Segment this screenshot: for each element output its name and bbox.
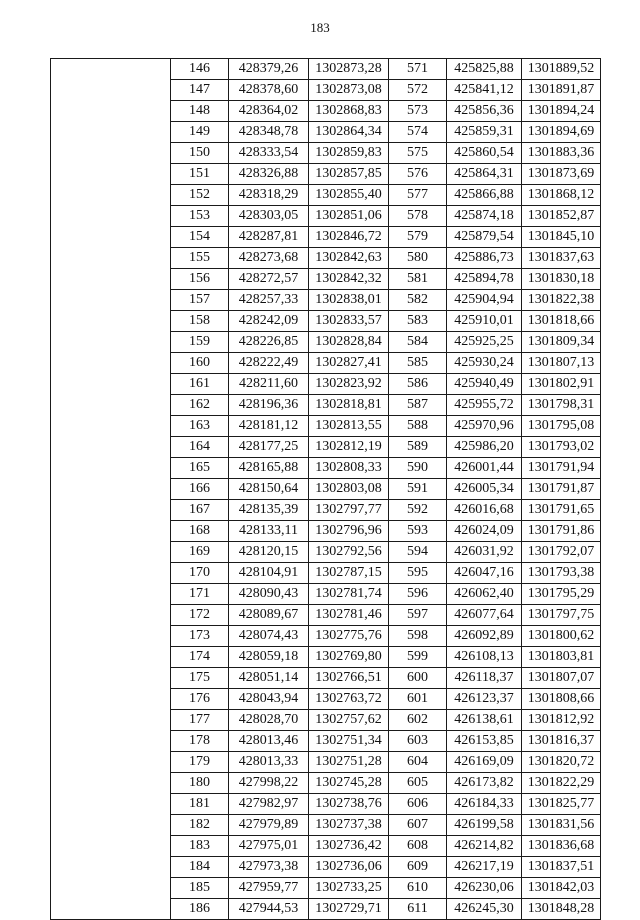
x-coordinate-a-cell: 428242,09 xyxy=(229,311,309,332)
y-coordinate-a-cell: 1302873,08 xyxy=(309,80,389,101)
x-coordinate-b-cell: 426214,82 xyxy=(447,836,522,857)
y-coordinate-a-cell: 1302769,80 xyxy=(309,647,389,668)
y-coordinate-b-cell: 1301837,51 xyxy=(522,857,601,878)
y-coordinate-a-cell: 1302781,46 xyxy=(309,605,389,626)
x-coordinate-a-cell: 428013,46 xyxy=(229,731,309,752)
x-coordinate-b-cell: 426001,44 xyxy=(447,458,522,479)
point-number-a-cell: 168 xyxy=(171,521,229,542)
table-row xyxy=(51,59,601,80)
x-coordinate-b-cell: 426138,61 xyxy=(447,710,522,731)
y-coordinate-a-cell: 1302818,81 xyxy=(309,395,389,416)
point-number-b-cell: 608 xyxy=(389,836,447,857)
y-coordinate-b-cell: 1301894,69 xyxy=(522,122,601,143)
coordinates-table-body xyxy=(51,59,601,920)
point-number-a-cell: 153 xyxy=(171,206,229,227)
x-coordinate-b-cell: 426123,37 xyxy=(447,689,522,710)
point-number-b-cell: 609 xyxy=(389,857,447,878)
x-coordinate-a-cell: 428226,85 xyxy=(229,332,309,353)
y-coordinate-b-cell: 1301812,92 xyxy=(522,710,601,731)
x-coordinate-b-cell: 425910,01 xyxy=(447,311,522,332)
y-coordinate-a-cell: 1302775,76 xyxy=(309,626,389,647)
point-number-b-cell: 607 xyxy=(389,815,447,836)
x-coordinate-a-cell: 428333,54 xyxy=(229,143,309,164)
x-coordinate-b-cell: 426016,68 xyxy=(447,500,522,521)
x-coordinate-b-cell: 425856,36 xyxy=(447,101,522,122)
x-coordinate-b-cell: 426077,64 xyxy=(447,605,522,626)
x-coordinate-a-cell: 428165,88 xyxy=(229,458,309,479)
y-coordinate-a-cell: 1302733,25 xyxy=(309,878,389,899)
point-number-a-cell: 166 xyxy=(171,479,229,500)
y-coordinate-b-cell: 1301822,38 xyxy=(522,290,601,311)
point-number-b-cell: 610 xyxy=(389,878,447,899)
point-number-a-cell: 151 xyxy=(171,164,229,185)
x-coordinate-a-cell: 428089,67 xyxy=(229,605,309,626)
point-number-b-cell: 580 xyxy=(389,248,447,269)
point-number-a-cell: 170 xyxy=(171,563,229,584)
x-coordinate-a-cell: 427975,01 xyxy=(229,836,309,857)
y-coordinate-b-cell: 1301891,87 xyxy=(522,80,601,101)
x-coordinate-b-cell: 425859,31 xyxy=(447,122,522,143)
x-coordinate-a-cell: 428104,91 xyxy=(229,563,309,584)
y-coordinate-b-cell: 1301792,07 xyxy=(522,542,601,563)
point-number-b-cell: 600 xyxy=(389,668,447,689)
point-number-a-cell: 155 xyxy=(171,248,229,269)
x-coordinate-a-cell: 428051,14 xyxy=(229,668,309,689)
point-number-a-cell: 174 xyxy=(171,647,229,668)
x-coordinate-a-cell: 428378,60 xyxy=(229,80,309,101)
point-number-b-cell: 598 xyxy=(389,626,447,647)
x-coordinate-b-cell: 426118,37 xyxy=(447,668,522,689)
point-number-a-cell: 173 xyxy=(171,626,229,647)
point-number-a-cell: 158 xyxy=(171,311,229,332)
x-coordinate-b-cell: 426245,30 xyxy=(447,899,522,920)
point-number-b-cell: 604 xyxy=(389,752,447,773)
y-coordinate-a-cell: 1302729,71 xyxy=(309,899,389,920)
x-coordinate-a-cell: 428348,78 xyxy=(229,122,309,143)
x-coordinate-b-cell: 425904,94 xyxy=(447,290,522,311)
point-number-a-cell: 164 xyxy=(171,437,229,458)
point-number-a-cell: 157 xyxy=(171,290,229,311)
x-coordinate-b-cell: 425860,54 xyxy=(447,143,522,164)
y-coordinate-a-cell: 1302751,34 xyxy=(309,731,389,752)
point-number-b-cell: 601 xyxy=(389,689,447,710)
point-number-b-cell: 582 xyxy=(389,290,447,311)
y-coordinate-b-cell: 1301842,03 xyxy=(522,878,601,899)
point-number-a-cell: 162 xyxy=(171,395,229,416)
y-coordinate-b-cell: 1301791,87 xyxy=(522,479,601,500)
point-number-b-cell: 586 xyxy=(389,374,447,395)
y-coordinate-b-cell: 1301797,75 xyxy=(522,605,601,626)
x-coordinate-b-cell: 425864,31 xyxy=(447,164,522,185)
y-coordinate-a-cell: 1302828,84 xyxy=(309,332,389,353)
point-number-a-cell: 179 xyxy=(171,752,229,773)
x-coordinate-b-cell: 426230,06 xyxy=(447,878,522,899)
x-coordinate-b-cell: 425879,54 xyxy=(447,227,522,248)
y-coordinate-b-cell: 1301807,13 xyxy=(522,353,601,374)
y-coordinate-b-cell: 1301793,38 xyxy=(522,563,601,584)
x-coordinate-b-cell: 426047,16 xyxy=(447,563,522,584)
point-number-b-cell: 584 xyxy=(389,332,447,353)
x-coordinate-b-cell: 426092,89 xyxy=(447,626,522,647)
point-number-a-cell: 178 xyxy=(171,731,229,752)
y-coordinate-b-cell: 1301791,86 xyxy=(522,521,601,542)
point-number-a-cell: 147 xyxy=(171,80,229,101)
y-coordinate-a-cell: 1302873,28 xyxy=(309,59,389,80)
y-coordinate-a-cell: 1302803,08 xyxy=(309,479,389,500)
x-coordinate-b-cell: 426169,09 xyxy=(447,752,522,773)
x-coordinate-b-cell: 425970,96 xyxy=(447,416,522,437)
x-coordinate-a-cell: 427998,22 xyxy=(229,773,309,794)
y-coordinate-b-cell: 1301809,34 xyxy=(522,332,601,353)
point-number-b-cell: 578 xyxy=(389,206,447,227)
x-coordinate-a-cell: 428318,29 xyxy=(229,185,309,206)
y-coordinate-a-cell: 1302823,92 xyxy=(309,374,389,395)
x-coordinate-b-cell: 426062,40 xyxy=(447,584,522,605)
y-coordinate-b-cell: 1301807,07 xyxy=(522,668,601,689)
y-coordinate-b-cell: 1301889,52 xyxy=(522,59,601,80)
y-coordinate-a-cell: 1302868,83 xyxy=(309,101,389,122)
point-number-a-cell: 169 xyxy=(171,542,229,563)
y-coordinate-b-cell: 1301868,12 xyxy=(522,185,601,206)
point-number-a-cell: 159 xyxy=(171,332,229,353)
x-coordinate-a-cell: 428303,05 xyxy=(229,206,309,227)
y-coordinate-a-cell: 1302796,96 xyxy=(309,521,389,542)
y-coordinate-a-cell: 1302763,72 xyxy=(309,689,389,710)
point-number-a-cell: 180 xyxy=(171,773,229,794)
x-coordinate-b-cell: 425940,49 xyxy=(447,374,522,395)
point-number-a-cell: 184 xyxy=(171,857,229,878)
y-coordinate-b-cell: 1301830,18 xyxy=(522,269,601,290)
x-coordinate-b-cell: 426005,34 xyxy=(447,479,522,500)
y-coordinate-b-cell: 1301822,29 xyxy=(522,773,601,794)
y-coordinate-a-cell: 1302846,72 xyxy=(309,227,389,248)
point-number-b-cell: 591 xyxy=(389,479,447,500)
page-number: 183 xyxy=(310,20,330,35)
x-coordinate-b-cell: 425825,88 xyxy=(447,59,522,80)
point-number-a-cell: 160 xyxy=(171,353,229,374)
y-coordinate-b-cell: 1301873,69 xyxy=(522,164,601,185)
x-coordinate-b-cell: 425874,18 xyxy=(447,206,522,227)
y-coordinate-a-cell: 1302736,42 xyxy=(309,836,389,857)
x-coordinate-a-cell: 428257,33 xyxy=(229,290,309,311)
point-number-b-cell: 574 xyxy=(389,122,447,143)
x-coordinate-b-cell: 426173,82 xyxy=(447,773,522,794)
x-coordinate-a-cell: 427973,38 xyxy=(229,857,309,878)
x-coordinate-a-cell: 428120,15 xyxy=(229,542,309,563)
point-number-b-cell: 573 xyxy=(389,101,447,122)
x-coordinate-b-cell: 426153,85 xyxy=(447,731,522,752)
y-coordinate-b-cell: 1301800,62 xyxy=(522,626,601,647)
x-coordinate-a-cell: 428090,43 xyxy=(229,584,309,605)
y-coordinate-b-cell: 1301883,36 xyxy=(522,143,601,164)
point-number-b-cell: 592 xyxy=(389,500,447,521)
point-number-b-cell: 572 xyxy=(389,80,447,101)
y-coordinate-a-cell: 1302808,33 xyxy=(309,458,389,479)
x-coordinate-a-cell: 428379,26 xyxy=(229,59,309,80)
point-number-b-cell: 590 xyxy=(389,458,447,479)
point-number-b-cell: 581 xyxy=(389,269,447,290)
y-coordinate-a-cell: 1302838,01 xyxy=(309,290,389,311)
y-coordinate-b-cell: 1301894,24 xyxy=(522,101,601,122)
y-coordinate-b-cell: 1301795,29 xyxy=(522,584,601,605)
x-coordinate-a-cell: 428287,81 xyxy=(229,227,309,248)
point-number-b-cell: 597 xyxy=(389,605,447,626)
x-coordinate-a-cell: 428273,68 xyxy=(229,248,309,269)
point-number-a-cell: 146 xyxy=(171,59,229,80)
point-number-a-cell: 150 xyxy=(171,143,229,164)
point-number-b-cell: 577 xyxy=(389,185,447,206)
y-coordinate-b-cell: 1301820,72 xyxy=(522,752,601,773)
point-number-b-cell: 583 xyxy=(389,311,447,332)
point-number-a-cell: 156 xyxy=(171,269,229,290)
x-coordinate-b-cell: 426031,92 xyxy=(447,542,522,563)
y-coordinate-a-cell: 1302792,56 xyxy=(309,542,389,563)
y-coordinate-a-cell: 1302797,77 xyxy=(309,500,389,521)
point-number-a-cell: 171 xyxy=(171,584,229,605)
y-coordinate-a-cell: 1302766,51 xyxy=(309,668,389,689)
x-coordinate-b-cell: 425986,20 xyxy=(447,437,522,458)
y-coordinate-b-cell: 1301808,66 xyxy=(522,689,601,710)
point-number-b-cell: 587 xyxy=(389,395,447,416)
description-cell xyxy=(51,59,171,920)
point-number-b-cell: 589 xyxy=(389,437,447,458)
point-number-a-cell: 183 xyxy=(171,836,229,857)
x-coordinate-a-cell: 428177,25 xyxy=(229,437,309,458)
point-number-b-cell: 605 xyxy=(389,773,447,794)
x-coordinate-a-cell: 428181,12 xyxy=(229,416,309,437)
coordinates-table xyxy=(50,58,601,920)
y-coordinate-b-cell: 1301802,91 xyxy=(522,374,601,395)
point-number-b-cell: 571 xyxy=(389,59,447,80)
x-coordinate-b-cell: 425841,12 xyxy=(447,80,522,101)
point-number-a-cell: 176 xyxy=(171,689,229,710)
x-coordinate-a-cell: 428196,36 xyxy=(229,395,309,416)
y-coordinate-b-cell: 1301852,87 xyxy=(522,206,601,227)
point-number-b-cell: 575 xyxy=(389,143,447,164)
x-coordinate-a-cell: 428013,33 xyxy=(229,752,309,773)
x-coordinate-b-cell: 425955,72 xyxy=(447,395,522,416)
point-number-a-cell: 185 xyxy=(171,878,229,899)
y-coordinate-a-cell: 1302787,15 xyxy=(309,563,389,584)
x-coordinate-a-cell: 428211,60 xyxy=(229,374,309,395)
y-coordinate-b-cell: 1301803,81 xyxy=(522,647,601,668)
y-coordinate-a-cell: 1302855,40 xyxy=(309,185,389,206)
y-coordinate-a-cell: 1302859,83 xyxy=(309,143,389,164)
point-number-a-cell: 165 xyxy=(171,458,229,479)
x-coordinate-b-cell: 425894,78 xyxy=(447,269,522,290)
y-coordinate-b-cell: 1301825,77 xyxy=(522,794,601,815)
y-coordinate-a-cell: 1302737,38 xyxy=(309,815,389,836)
x-coordinate-a-cell: 428326,88 xyxy=(229,164,309,185)
x-coordinate-a-cell: 427959,77 xyxy=(229,878,309,899)
point-number-a-cell: 181 xyxy=(171,794,229,815)
y-coordinate-a-cell: 1302751,28 xyxy=(309,752,389,773)
point-number-a-cell: 172 xyxy=(171,605,229,626)
x-coordinate-a-cell: 427944,53 xyxy=(229,899,309,920)
y-coordinate-a-cell: 1302827,41 xyxy=(309,353,389,374)
y-coordinate-a-cell: 1302857,85 xyxy=(309,164,389,185)
point-number-b-cell: 599 xyxy=(389,647,447,668)
point-number-b-cell: 595 xyxy=(389,563,447,584)
point-number-a-cell: 163 xyxy=(171,416,229,437)
y-coordinate-a-cell: 1302842,63 xyxy=(309,248,389,269)
x-coordinate-b-cell: 426217,19 xyxy=(447,857,522,878)
point-number-b-cell: 588 xyxy=(389,416,447,437)
y-coordinate-a-cell: 1302812,19 xyxy=(309,437,389,458)
y-coordinate-b-cell: 1301818,66 xyxy=(522,311,601,332)
y-coordinate-b-cell: 1301791,94 xyxy=(522,458,601,479)
x-coordinate-b-cell: 425866,88 xyxy=(447,185,522,206)
x-coordinate-b-cell: 425886,73 xyxy=(447,248,522,269)
point-number-b-cell: 611 xyxy=(389,899,447,920)
point-number-b-cell: 579 xyxy=(389,227,447,248)
x-coordinate-a-cell: 428043,94 xyxy=(229,689,309,710)
x-coordinate-a-cell: 427979,89 xyxy=(229,815,309,836)
x-coordinate-a-cell: 428133,11 xyxy=(229,521,309,542)
y-coordinate-a-cell: 1302745,28 xyxy=(309,773,389,794)
y-coordinate-a-cell: 1302842,32 xyxy=(309,269,389,290)
y-coordinate-b-cell: 1301793,02 xyxy=(522,437,601,458)
y-coordinate-b-cell: 1301816,37 xyxy=(522,731,601,752)
point-number-a-cell: 149 xyxy=(171,122,229,143)
y-coordinate-a-cell: 1302813,55 xyxy=(309,416,389,437)
point-number-a-cell: 167 xyxy=(171,500,229,521)
x-coordinate-b-cell: 425925,25 xyxy=(447,332,522,353)
point-number-a-cell: 177 xyxy=(171,710,229,731)
x-coordinate-b-cell: 426184,33 xyxy=(447,794,522,815)
point-number-a-cell: 148 xyxy=(171,101,229,122)
x-coordinate-a-cell: 428272,57 xyxy=(229,269,309,290)
point-number-b-cell: 596 xyxy=(389,584,447,605)
point-number-b-cell: 606 xyxy=(389,794,447,815)
y-coordinate-b-cell: 1301831,56 xyxy=(522,815,601,836)
y-coordinate-b-cell: 1301791,65 xyxy=(522,500,601,521)
y-coordinate-b-cell: 1301798,31 xyxy=(522,395,601,416)
y-coordinate-a-cell: 1302736,06 xyxy=(309,857,389,878)
x-coordinate-a-cell: 428028,70 xyxy=(229,710,309,731)
y-coordinate-b-cell: 1301848,28 xyxy=(522,899,601,920)
point-number-a-cell: 152 xyxy=(171,185,229,206)
x-coordinate-a-cell: 428135,39 xyxy=(229,500,309,521)
point-number-b-cell: 576 xyxy=(389,164,447,185)
y-coordinate-a-cell: 1302738,76 xyxy=(309,794,389,815)
point-number-a-cell: 182 xyxy=(171,815,229,836)
x-coordinate-b-cell: 426199,58 xyxy=(447,815,522,836)
point-number-a-cell: 154 xyxy=(171,227,229,248)
x-coordinate-a-cell: 428074,43 xyxy=(229,626,309,647)
y-coordinate-a-cell: 1302864,34 xyxy=(309,122,389,143)
y-coordinate-b-cell: 1301845,10 xyxy=(522,227,601,248)
y-coordinate-b-cell: 1301836,68 xyxy=(522,836,601,857)
y-coordinate-b-cell: 1301795,08 xyxy=(522,416,601,437)
x-coordinate-a-cell: 428059,18 xyxy=(229,647,309,668)
point-number-b-cell: 594 xyxy=(389,542,447,563)
point-number-b-cell: 602 xyxy=(389,710,447,731)
y-coordinate-a-cell: 1302833,57 xyxy=(309,311,389,332)
point-number-b-cell: 585 xyxy=(389,353,447,374)
y-coordinate-a-cell: 1302851,06 xyxy=(309,206,389,227)
x-coordinate-b-cell: 426108,13 xyxy=(447,647,522,668)
point-number-b-cell: 603 xyxy=(389,731,447,752)
point-number-b-cell: 593 xyxy=(389,521,447,542)
x-coordinate-b-cell: 426024,09 xyxy=(447,521,522,542)
point-number-a-cell: 161 xyxy=(171,374,229,395)
x-coordinate-a-cell: 427982,97 xyxy=(229,794,309,815)
point-number-a-cell: 186 xyxy=(171,899,229,920)
y-coordinate-b-cell: 1301837,63 xyxy=(522,248,601,269)
x-coordinate-b-cell: 425930,24 xyxy=(447,353,522,374)
point-number-a-cell: 175 xyxy=(171,668,229,689)
y-coordinate-a-cell: 1302757,62 xyxy=(309,710,389,731)
x-coordinate-a-cell: 428364,02 xyxy=(229,101,309,122)
y-coordinate-a-cell: 1302781,74 xyxy=(309,584,389,605)
x-coordinate-a-cell: 428222,49 xyxy=(229,353,309,374)
x-coordinate-a-cell: 428150,64 xyxy=(229,479,309,500)
